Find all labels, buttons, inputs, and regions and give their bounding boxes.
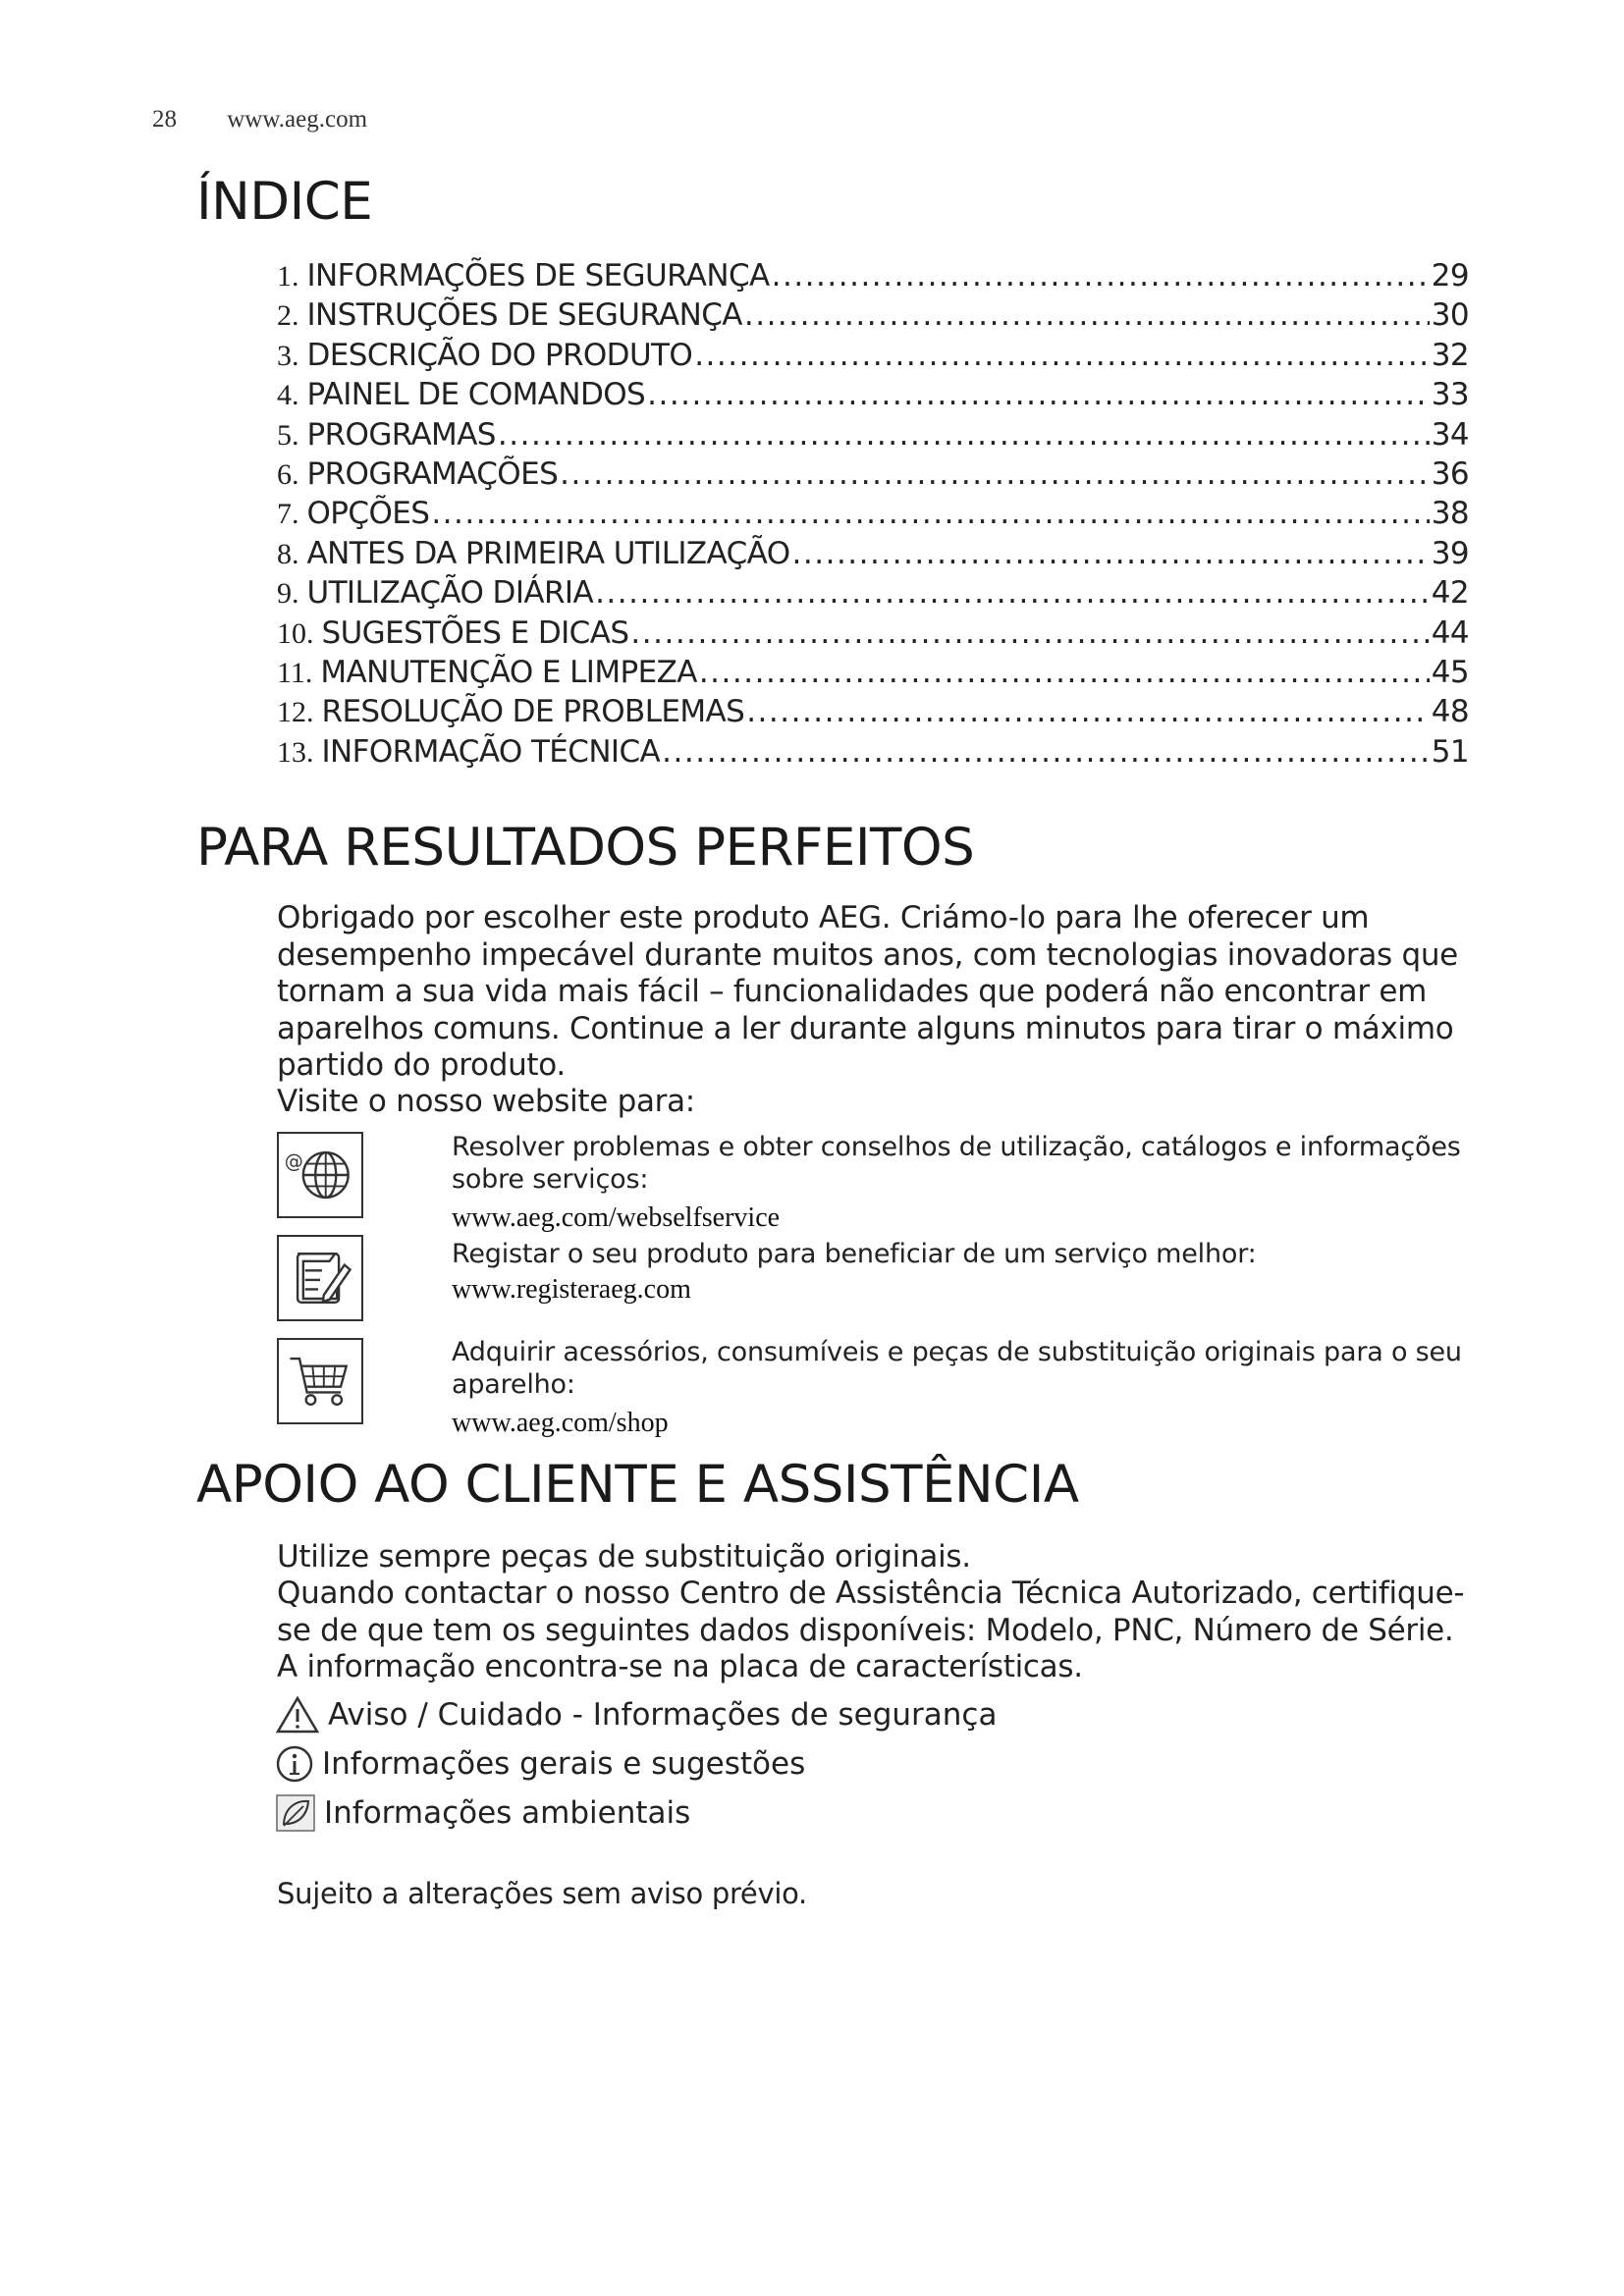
legend-warning-label: Aviso / Cuidado - Informações de segurança (328, 1697, 998, 1733)
toc-item-page: 42 (1431, 575, 1469, 612)
toc-item-page: 30 (1431, 297, 1469, 334)
toc-item-label: PROGRAMAS (306, 416, 496, 453)
legend-environment-label: Informações ambientais (324, 1795, 691, 1831)
registration-form-icon (277, 1235, 363, 1321)
toc-leader-dots (595, 575, 1430, 611)
toc-item-page: 48 (1431, 694, 1469, 730)
toc-leader-dots (662, 734, 1430, 770)
support-para-2: Quando contactar o nosso Centro de Assistência Técnica Autorizado, certifique-se de que tem os seguintes dados disponíveis: Modelo, PNC, Número de Série. (277, 1575, 1465, 1648)
toc-item[interactable] (277, 496, 1469, 535)
toc-item-number: 8. (277, 537, 299, 570)
toc-item-label: INSTRUÇÕES DE SEGURANÇA (306, 297, 742, 334)
toc-item-page: 44 (1431, 614, 1469, 651)
toc-item[interactable] (277, 258, 1469, 297)
toc-item[interactable] (277, 297, 1469, 337)
toc-leader-dots (560, 456, 1430, 492)
toc-item[interactable] (277, 575, 1469, 614)
page-number: 28 (152, 106, 177, 133)
results-visit-text: Visite o nosso website para: (277, 1084, 695, 1119)
toc-item-page: 33 (1431, 377, 1469, 413)
toc-item-page: 36 (1431, 455, 1469, 492)
legend-info-label: Informações gerais e sugestões (322, 1746, 806, 1782)
toc-item-number: 4. (277, 379, 299, 412)
environment-leaf-icon (275, 1793, 316, 1833)
toc-item-number: 1. (277, 260, 299, 293)
toc-item[interactable] (277, 417, 1469, 456)
toc-leader-dots (694, 338, 1430, 373)
legend-environment (275, 1793, 690, 1833)
toc-item-label: UTILIZAÇÃO DIÁRIA (306, 575, 594, 612)
toc-item-number: 13. (277, 735, 314, 769)
toc-item-label: INFORMAÇÃO TÉCNICA (321, 733, 661, 770)
toc-item[interactable] (277, 734, 1469, 774)
toc-item[interactable] (277, 377, 1469, 416)
toc-item-number: 5. (277, 418, 299, 452)
toc-item-page: 51 (1431, 733, 1469, 770)
service-text-shop: Adquirir acessórios, consumíveis e peças de substituição originais para o seu aparelho: (452, 1337, 1462, 1400)
support-para-1: Utilize sempre peças de substituição originais. (277, 1539, 971, 1575)
service-text-register: Registar o seu produto para beneficiar de um serviço melhor: (452, 1239, 1257, 1269)
toc-item-number: 12. (277, 696, 314, 729)
toc-title: ÍNDICE (196, 172, 373, 232)
toc-leader-dots (744, 297, 1430, 333)
toc-item-number: 7. (277, 498, 299, 531)
toc-item-page: 32 (1431, 337, 1469, 373)
toc-item-number: 3. (277, 339, 299, 372)
toc-item-label: ANTES DA PRIMEIRA UTILIZAÇÃO (306, 535, 790, 571)
toc-item-page: 29 (1431, 258, 1469, 294)
warning-triangle-icon (275, 1695, 320, 1735)
support-title: APOIO AO CLIENTE E ASSISTÊNCIA (196, 1455, 1079, 1515)
toc-item[interactable] (277, 338, 1469, 377)
toc-item-number: 10. (277, 616, 314, 650)
page-header (152, 106, 367, 133)
toc-item-label: MANUTENÇÃO E LIMPEZA (320, 654, 697, 690)
toc-item[interactable] (277, 694, 1469, 733)
toc-leader-dots (647, 377, 1430, 412)
toc-item-label: INFORMAÇÕES DE SEGURANÇA (306, 258, 770, 294)
info-circle-icon (275, 1744, 314, 1784)
toc-leader-dots (431, 496, 1429, 531)
toc-item-number: 9. (277, 577, 299, 611)
toc-item-page: 38 (1431, 496, 1469, 532)
toc-item-number: 11. (277, 656, 313, 689)
svg-text:@: @ (284, 1149, 303, 1173)
legend-warning (275, 1695, 997, 1735)
url-shop[interactable]: www.aeg.com/shop (452, 1408, 669, 1438)
toc-item-number: 2. (277, 299, 299, 333)
shopping-cart-icon (277, 1338, 363, 1424)
toc-item-label: PAINEL DE COMANDOS (306, 377, 646, 413)
toc-item[interactable] (277, 536, 1469, 575)
results-title: PARA RESULTADOS PERFEITOS (196, 818, 975, 878)
legend-info (275, 1744, 805, 1784)
toc-item-label: RESOLUÇÃO DE PROBLEMAS (321, 694, 745, 730)
support-para-3: A informação encontra-se na placa de características. (277, 1649, 1083, 1684)
header-website-link[interactable]: www.aeg.com (227, 106, 368, 133)
toc-item-page: 45 (1431, 654, 1469, 690)
globe-at-icon (277, 1132, 363, 1218)
table-of-contents (277, 258, 1469, 774)
toc-item[interactable] (277, 615, 1469, 655)
toc-item-page: 34 (1431, 416, 1469, 453)
url-webselfservice[interactable]: www.aeg.com/webselfservice (452, 1202, 781, 1233)
toc-item-number: 6. (277, 457, 299, 491)
toc-leader-dots (498, 417, 1430, 453)
footer-note: Sujeito a alterações sem aviso prévio. (277, 1877, 807, 1910)
toc-leader-dots (746, 694, 1430, 729)
toc-leader-dots (630, 615, 1429, 651)
toc-item-label: DESCRIÇÃO DO PRODUTO (306, 337, 693, 373)
toc-item-label: PROGRAMAÇÕES (306, 455, 559, 492)
toc-leader-dots (772, 258, 1430, 294)
toc-item-label: SUGESTÕES E DICAS (321, 614, 629, 651)
toc-leader-dots (699, 655, 1430, 690)
toc-leader-dots (792, 536, 1430, 571)
toc-item[interactable] (277, 456, 1469, 496)
toc-item[interactable] (277, 655, 1469, 694)
toc-item-label: OPÇÕES (306, 496, 430, 532)
results-intro: Obrigado por escolher este produto AEG. Criámo-lo para lhe oferecer um desempenho impecável durante muitos anos, com tecnologias inovadoras que tornam a sua vida mais fácil – funcionalidades que poderá não encontrar em aparelhos comuns. Continue a ler durante alguns minutos para tirar o máximo partido do produto. (277, 900, 1458, 1083)
url-register[interactable]: www.registeraeg.com (452, 1274, 691, 1305)
toc-item-page: 39 (1431, 535, 1469, 571)
service-text-webselfservice: Resolver problemas e obter conselhos de utilização, catálogos e informações sobre serviços: (452, 1132, 1461, 1195)
